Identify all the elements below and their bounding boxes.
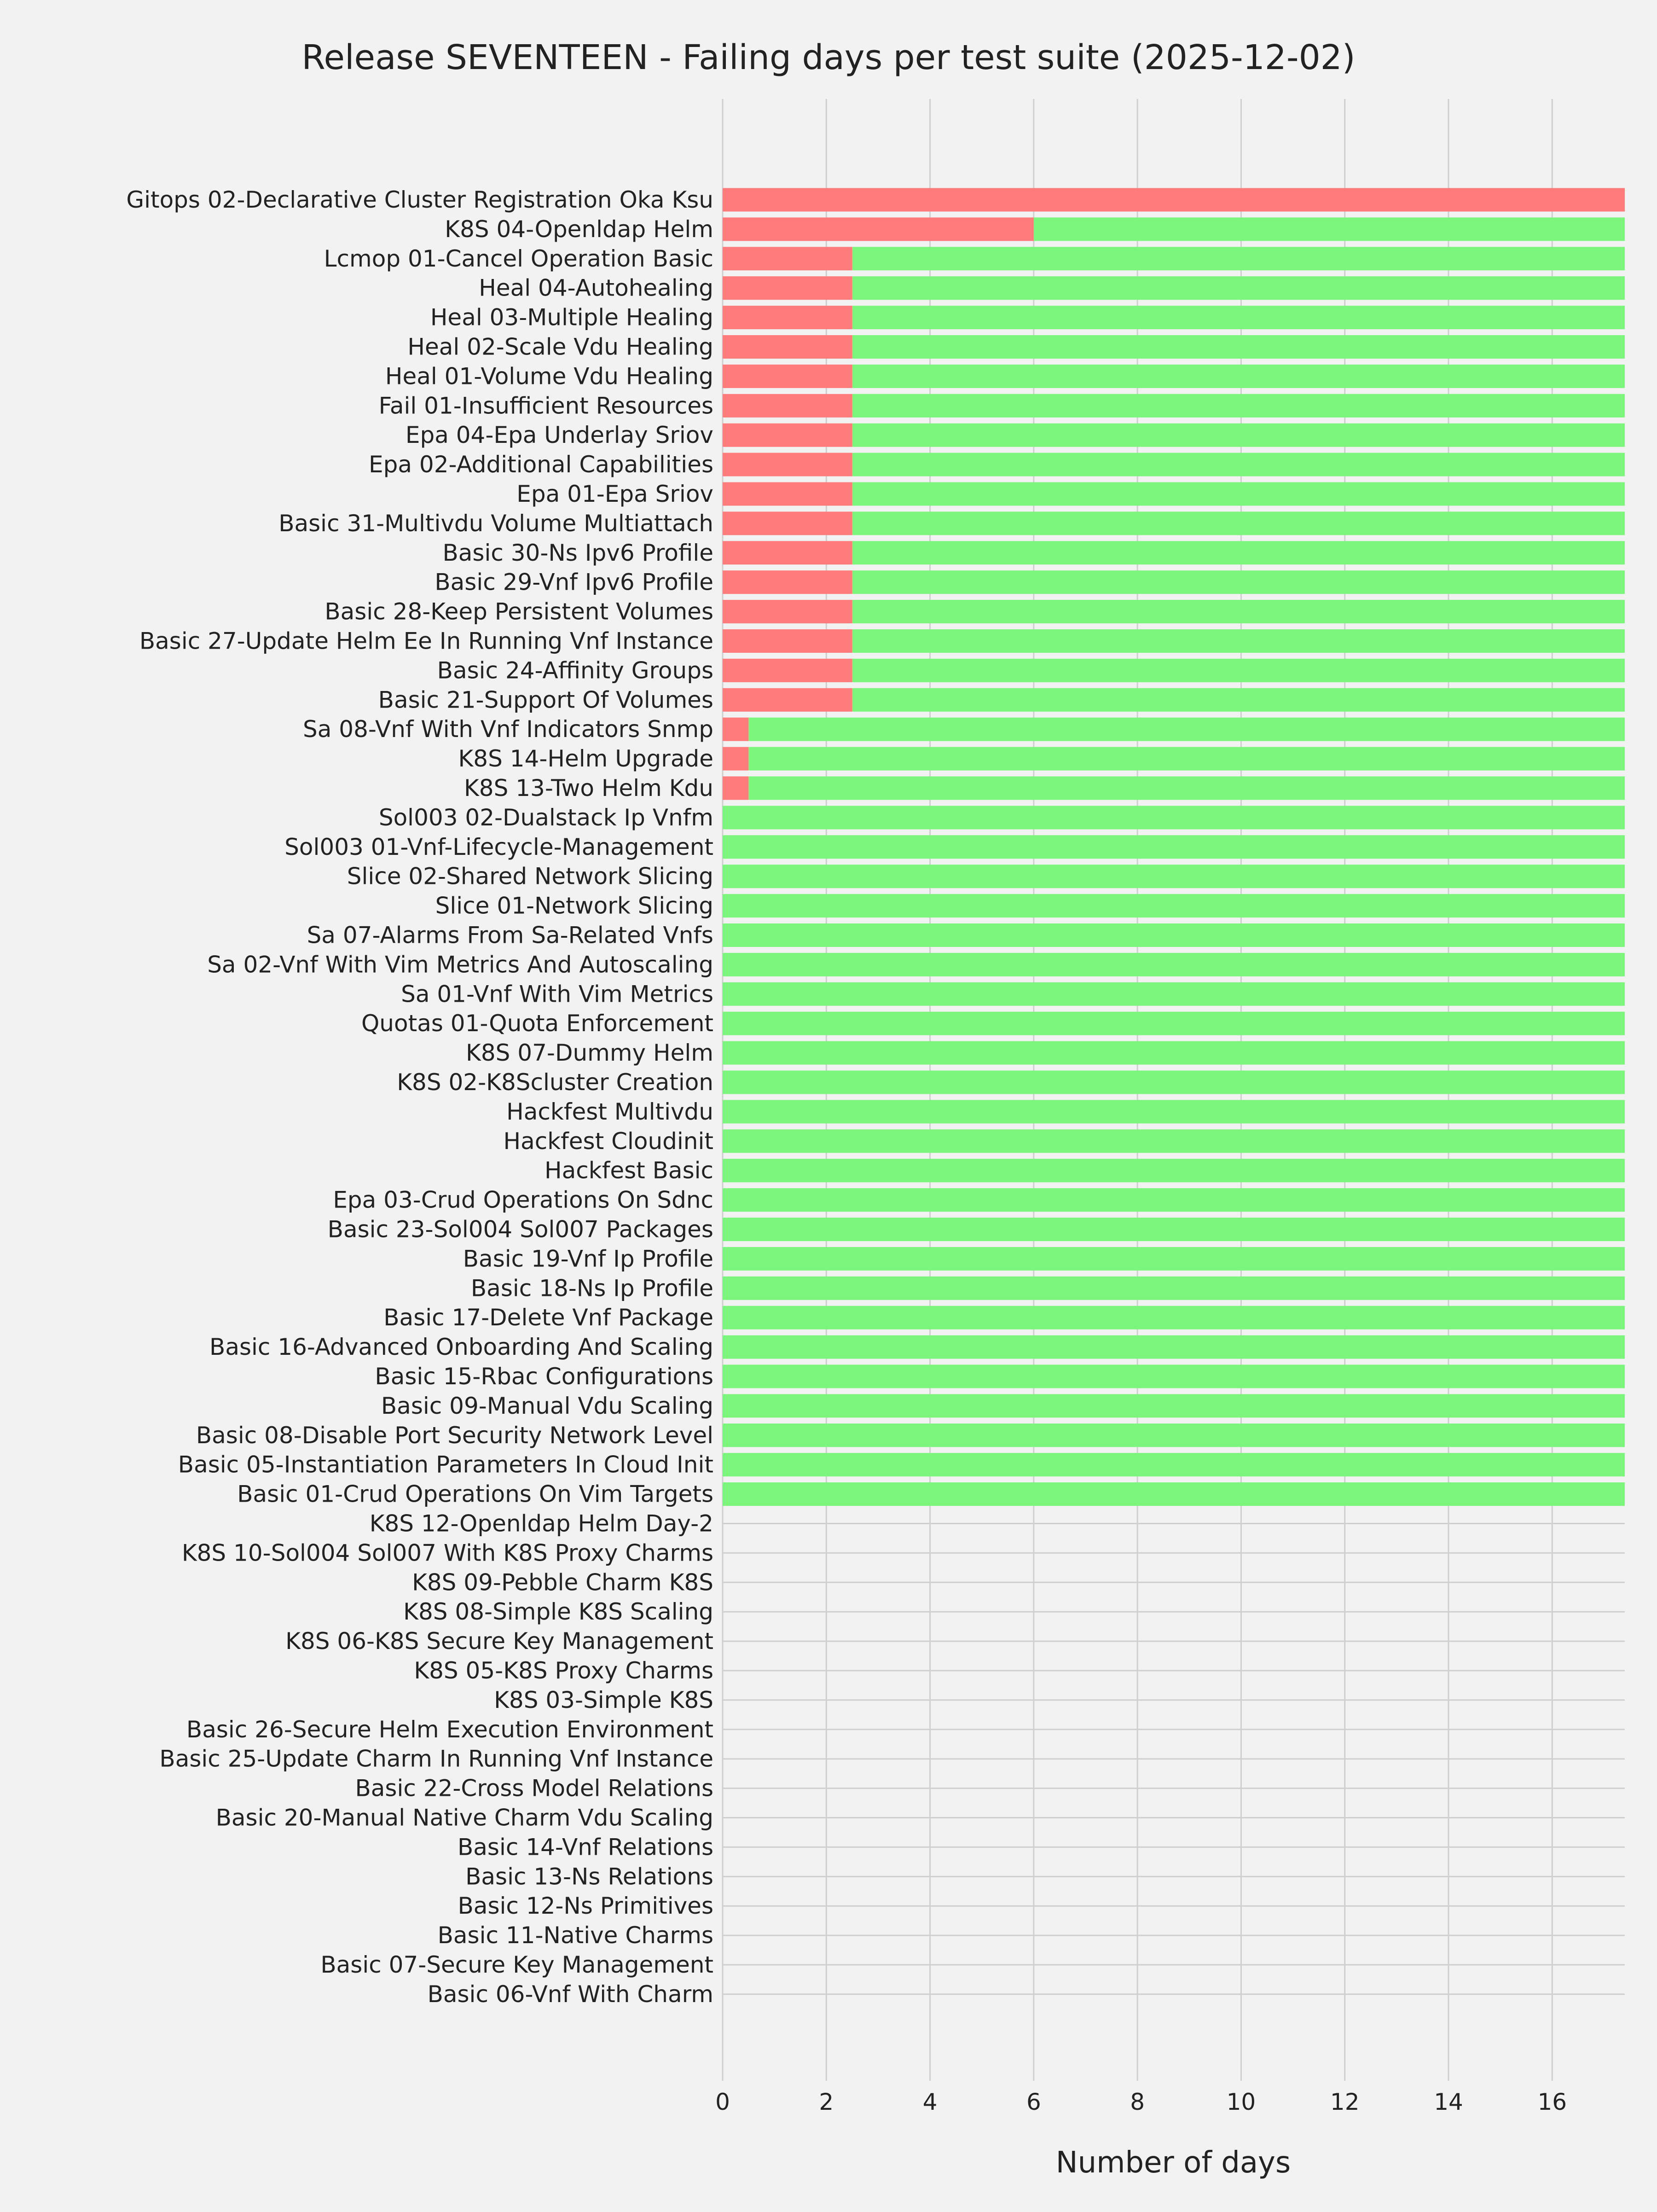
category-label: Basic 15-Rbac Configurations xyxy=(375,1363,713,1390)
category-label: Basic 11-Native Charms xyxy=(437,1922,713,1949)
bar-passing xyxy=(852,453,1625,476)
bar-failing xyxy=(723,482,852,506)
category-label: Quotas 01-Quota Enforcement xyxy=(361,1010,713,1037)
x-axis-label: Number of days xyxy=(1055,2146,1291,2180)
bar-failing xyxy=(723,247,852,270)
category-label: K8S 05-K8S Proxy Charms xyxy=(414,1657,713,1684)
bar-passing xyxy=(723,1218,1625,1241)
chart-title: Release SEVENTEEN - Failing days per test suite (2025-12-02) xyxy=(301,38,1356,77)
category-label: Fail 01-Insufficient Resources xyxy=(378,392,713,419)
category-label: Basic 30-Ns Ipv6 Profile xyxy=(442,539,713,566)
bar-passing xyxy=(852,276,1625,300)
category-label: Basic 21-Support Of Volumes xyxy=(378,686,713,714)
bar-failing xyxy=(723,453,852,476)
x-tick-label: 12 xyxy=(1330,2089,1360,2115)
bar-passing xyxy=(852,629,1625,653)
category-label: Hackfest Basic xyxy=(545,1157,713,1184)
category-label: Basic 08-Disable Port Security Network Level xyxy=(196,1422,713,1449)
category-label: Basic 06-Vnf With Charm xyxy=(427,1980,713,2008)
bar-passing xyxy=(723,1041,1625,1065)
bar-passing xyxy=(852,659,1625,682)
category-label: Sa 07-Alarms From Sa-Related Vnfs xyxy=(307,922,713,949)
category-label: Basic 09-Manual Vdu Scaling xyxy=(381,1392,713,1419)
bar-passing xyxy=(852,365,1625,388)
bar-passing xyxy=(723,1159,1625,1182)
category-label: Heal 01-Volume Vdu Healing xyxy=(385,363,713,390)
bar-failing xyxy=(723,688,852,712)
bar-passing xyxy=(723,1306,1625,1330)
bar-passing xyxy=(723,1335,1625,1359)
bars xyxy=(723,188,1625,1506)
bar-passing xyxy=(748,747,1625,771)
category-label: Gitops 02-Declarative Cluster Registration Oka Ksu xyxy=(126,186,713,213)
x-tick-label: 16 xyxy=(1537,2089,1567,2115)
category-label: Hackfest Cloudinit xyxy=(503,1127,713,1155)
category-label: K8S 06-K8S Secure Key Management xyxy=(285,1628,713,1655)
bar-passing xyxy=(723,1482,1625,1506)
category-label: Basic 19-Vnf Ip Profile xyxy=(463,1245,713,1272)
category-label: Lcmop 01-Cancel Operation Basic xyxy=(324,245,713,272)
category-label: Sol003 02-Dualstack Ip Vnfm xyxy=(378,804,713,831)
category-label: Hackfest Multivdu xyxy=(506,1098,713,1125)
category-label: K8S 14-Helm Upgrade xyxy=(458,745,713,772)
category-label: Basic 29-Vnf Ipv6 Profile xyxy=(435,569,713,596)
category-label: Basic 18-Ns Ip Profile xyxy=(470,1275,713,1302)
bar-passing xyxy=(852,482,1625,506)
bar-passing xyxy=(852,306,1625,329)
bar-passing xyxy=(723,1394,1625,1417)
bar-passing xyxy=(723,865,1625,888)
bar-failing xyxy=(723,570,852,594)
bar-passing xyxy=(723,1129,1625,1153)
bar-passing xyxy=(852,335,1625,359)
bar-passing xyxy=(723,806,1625,829)
bar-passing xyxy=(723,953,1625,976)
category-label: Basic 07-Secure Key Management xyxy=(320,1951,713,1978)
bar-failing xyxy=(723,511,852,535)
category-label: Slice 01-Network Slicing xyxy=(435,892,713,919)
category-label: K8S 13-Two Helm Kdu xyxy=(463,775,713,801)
bar-passing xyxy=(748,777,1625,800)
bar-passing xyxy=(723,1247,1625,1271)
category-label: K8S 12-Openldap Helm Day-2 xyxy=(369,1510,713,1537)
bar-failing xyxy=(723,424,852,447)
bar-failing xyxy=(723,718,748,741)
category-label: Heal 03-Multiple Healing xyxy=(430,304,713,331)
category-label: Basic 05-Instantiation Parameters In Cloud Init xyxy=(178,1451,713,1478)
category-label: Basic 24-Affinity Groups xyxy=(437,657,713,684)
x-tick-label: 6 xyxy=(1026,2089,1041,2115)
category-label: Basic 20-Manual Native Charm Vdu Scaling xyxy=(215,1804,713,1831)
bar-passing xyxy=(852,424,1625,447)
bar-passing xyxy=(723,1277,1625,1300)
category-label: Basic 14-Vnf Relations xyxy=(457,1834,713,1861)
bar-failing xyxy=(723,276,852,300)
bar-passing xyxy=(723,1365,1625,1388)
bar-passing xyxy=(852,688,1625,712)
x-tick-label: 0 xyxy=(715,2089,730,2115)
category-label: Basic 13-Ns Relations xyxy=(465,1863,713,1890)
category-label: Epa 02-Additional Capabilities xyxy=(369,451,713,478)
category-label: Heal 02-Scale Vdu Healing xyxy=(407,333,713,360)
category-label: Epa 03-Crud Operations On Sdnc xyxy=(333,1186,713,1213)
category-label: Epa 04-Epa Underlay Sriov xyxy=(405,422,713,449)
x-tick-label: 8 xyxy=(1130,2089,1145,2115)
category-label: Basic 31-Multivdu Volume Multiattach xyxy=(278,510,713,537)
category-label: Basic 25-Update Charm In Running Vnf Instance xyxy=(159,1745,713,1772)
category-label: K8S 07-Dummy Helm xyxy=(466,1039,713,1067)
category-label: Sa 02-Vnf With Vim Metrics And Autoscaling xyxy=(207,951,713,978)
category-label: Epa 01-Epa Sriov xyxy=(516,481,713,507)
x-tick-label: 2 xyxy=(819,2089,834,2115)
bar-failing xyxy=(723,659,852,682)
bar-passing xyxy=(723,894,1625,917)
category-label: Basic 01-Crud Operations On Vim Targets xyxy=(237,1480,713,1508)
bar-passing xyxy=(852,247,1625,270)
bar-passing xyxy=(1034,217,1625,241)
category-label: Sa 01-Vnf With Vim Metrics xyxy=(401,981,713,1008)
bar-passing xyxy=(723,835,1625,859)
bar-passing xyxy=(723,982,1625,1006)
bar-passing xyxy=(723,1423,1625,1447)
category-label: K8S 09-Pebble Charm K8S xyxy=(412,1569,713,1596)
bar-passing xyxy=(852,541,1625,564)
bar-passing xyxy=(723,1012,1625,1035)
category-label: Basic 17-Delete Vnf Package xyxy=(383,1304,713,1331)
x-tick-label: 4 xyxy=(922,2089,938,2115)
bar-failing xyxy=(723,306,852,329)
bar-passing xyxy=(723,1100,1625,1123)
category-label: Heal 04-Autohealing xyxy=(479,274,713,302)
x-tick-label: 14 xyxy=(1434,2089,1463,2115)
category-label: Basic 27-Update Helm Ee In Running Vnf Instance xyxy=(139,627,713,655)
bar-failing xyxy=(723,335,852,359)
category-label: Basic 12-Ns Primitives xyxy=(458,1893,713,1920)
bar-passing xyxy=(723,1453,1625,1476)
bar-failing xyxy=(723,777,748,800)
category-label: Basic 23-Sol004 Sol007 Packages xyxy=(327,1216,713,1243)
category-label: K8S 04-Openldap Helm xyxy=(445,215,713,243)
category-label: K8S 03-Simple K8S xyxy=(494,1686,713,1713)
category-label: K8S 10-Sol004 Sol007 With K8S Proxy Charms xyxy=(181,1539,713,1567)
bar-failing xyxy=(723,629,852,653)
bar-passing xyxy=(852,570,1625,594)
bar-passing xyxy=(723,923,1625,947)
x-tick-label: 10 xyxy=(1226,2089,1256,2115)
bar-passing xyxy=(852,600,1625,623)
bar-failing xyxy=(723,188,1625,212)
category-label: Sol003 01-Vnf-Lifecycle-Management xyxy=(284,833,713,860)
category-label: Basic 16-Advanced Onboarding And Scaling xyxy=(209,1334,713,1361)
category-label: Basic 28-Keep Persistent Volumes xyxy=(324,598,713,625)
category-label: K8S 08-Simple K8S Scaling xyxy=(403,1598,713,1626)
bar-passing xyxy=(748,718,1625,741)
bar-passing xyxy=(852,511,1625,535)
bar-passing xyxy=(723,1188,1625,1212)
bar-failing xyxy=(723,600,852,623)
category-label: Slice 02-Shared Network Slicing xyxy=(347,863,713,890)
category-label: Sa 08-Vnf With Vnf Indicators Snmp xyxy=(303,716,713,743)
bar-failing xyxy=(723,365,852,388)
category-label: Basic 22-Cross Model Relations xyxy=(355,1775,713,1802)
category-label: Basic 26-Secure Helm Execution Environment xyxy=(186,1716,713,1743)
category-label: K8S 02-K8Scluster Creation xyxy=(397,1069,713,1096)
bar-failing xyxy=(723,217,1034,241)
bar-failing xyxy=(723,394,852,418)
bar-failing xyxy=(723,541,852,564)
bar-failing xyxy=(723,747,748,771)
bar-passing xyxy=(852,394,1625,418)
bar-passing xyxy=(723,1071,1625,1094)
